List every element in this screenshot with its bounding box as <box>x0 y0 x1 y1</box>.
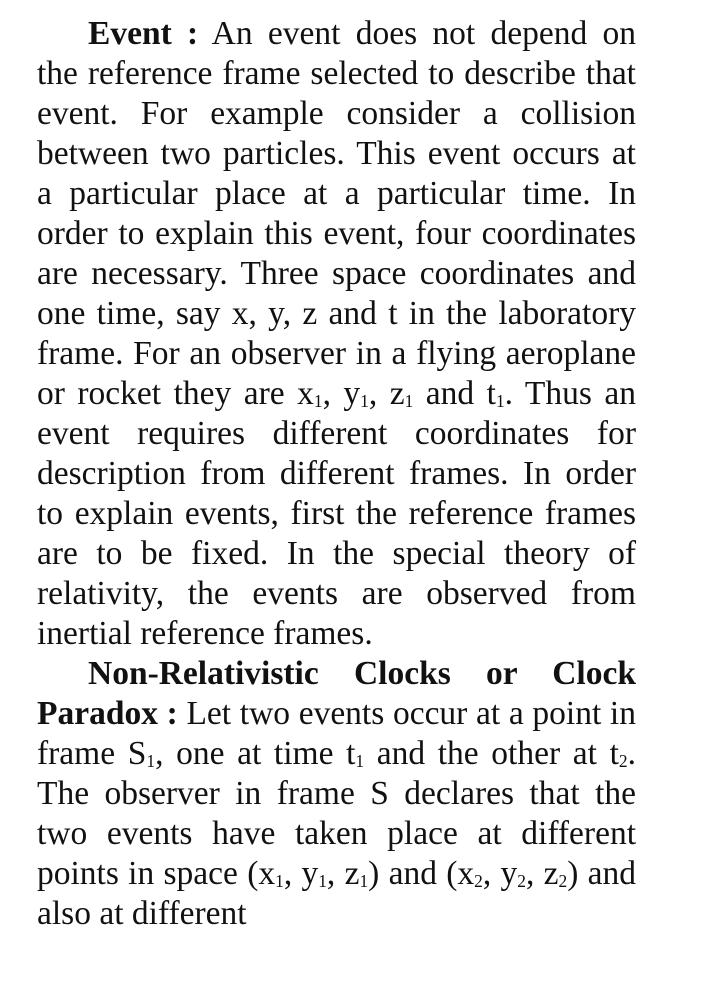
text-segment: An event does not depend on the reference frame selected to describe that event. For example consider a collision between two particles. This event occurs at a particular place at a particular time. In order to explain this event, four coordinates are necessary. Three space coordinates and one time, say x, y, z and t in the laboratory frame. For an observer in a flying aeroplane or rocket they are x <box>37 15 637 412</box>
text-segment: and the other at t <box>364 735 619 772</box>
text-segment: , z <box>525 855 559 892</box>
subscript: 1 <box>318 871 327 892</box>
subscript: 1 <box>495 391 505 412</box>
text-segment: ) and (x <box>368 855 475 892</box>
text-segment: , one at time t <box>155 735 356 772</box>
text-segment: ) and also at different <box>37 855 637 932</box>
text-segment: , z <box>326 855 360 892</box>
subscript: 1 <box>146 751 156 772</box>
text-segment: . The observer in frame S declares that the two events have taken place at different points in space (x <box>37 735 636 892</box>
paragraph-event <box>37 14 636 654</box>
term-event: Event : <box>88 15 199 52</box>
paragraph-clock-paradox <box>37 654 636 934</box>
subscript: 1 <box>355 751 365 772</box>
subscript: 1 <box>313 391 323 412</box>
subscript: 1 <box>359 871 369 892</box>
term-clock-paradox: Non-Relativistic Clocks or Clock Paradox : <box>37 655 636 732</box>
subscript: 2 <box>517 871 526 892</box>
text-segment: Let two events occur at a point in frame S <box>37 695 636 772</box>
text-segment: , y <box>482 855 518 892</box>
text-segment: and t <box>413 375 496 412</box>
text-segment: , y <box>322 375 361 412</box>
text-segment: , z <box>368 375 405 412</box>
subscript: 2 <box>474 871 483 892</box>
subscript: 2 <box>618 751 628 772</box>
subscript: 1 <box>404 391 414 412</box>
subscript: 1 <box>275 871 284 892</box>
text-segment: , y <box>283 855 319 892</box>
text-segment: . Thus an event requires different coordinates for description from different frames. In order to explain events, first the reference frames are to be fixed. In the special theory of relativity, the events are observed from inertial reference frames. <box>37 375 637 652</box>
subscript: 2 <box>558 871 568 892</box>
subscript: 1 <box>360 391 369 412</box>
